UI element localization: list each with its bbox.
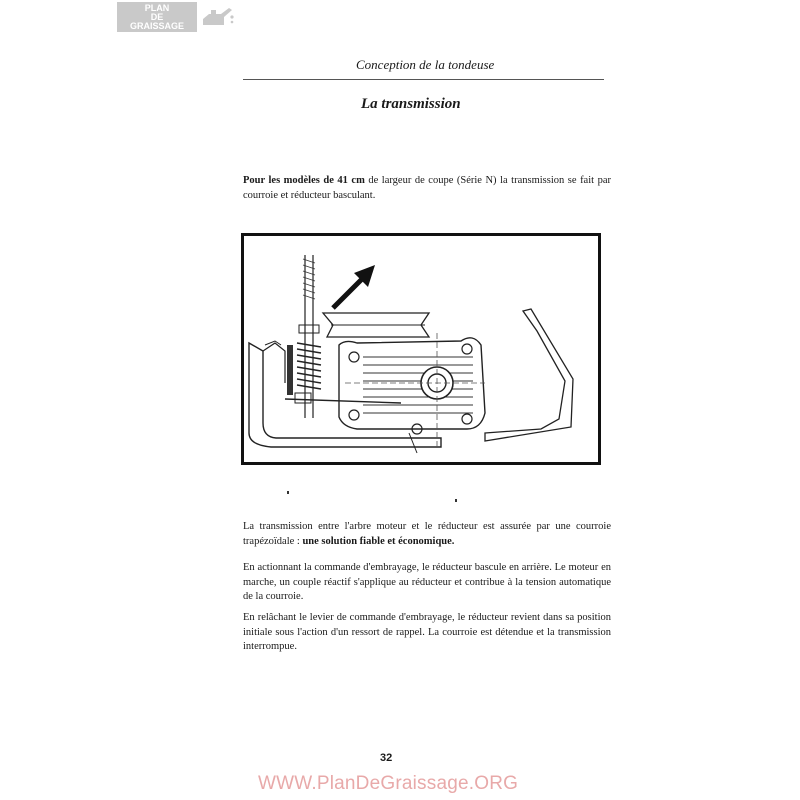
page-number: 32 bbox=[380, 752, 393, 764]
logo-box bbox=[117, 2, 197, 32]
paragraph-belt-bold: une solution fiable et économique. bbox=[302, 535, 455, 547]
oil-can-icon bbox=[199, 5, 235, 31]
header-rule bbox=[243, 79, 604, 80]
intro-text: de largeur de coupe (Série N) la transmission se fait par courroie et réducteur basculant. bbox=[243, 175, 611, 201]
paragraph-belt bbox=[243, 520, 611, 549]
scan-mark bbox=[455, 499, 457, 502]
footer-url[interactable]: WWW.PlanDeGraissage.ORG bbox=[258, 773, 519, 794]
logo-text-line1: PLAN bbox=[144, 3, 170, 13]
scan-mark bbox=[287, 491, 289, 494]
section-header: Conception de la tondeuse bbox=[356, 57, 495, 72]
transmission-diagram bbox=[241, 233, 601, 465]
paragraph-clutch-release: En relâchant le levier de commande d'embrayage, le réducteur revient dans sa position initiale sous l'action d'un ressort de rappel. La courroie est détendue et la transmission interrompue. bbox=[243, 612, 611, 652]
intro-bold: Pour les modèles de 41 cm bbox=[243, 175, 365, 186]
paragraph-belt-text: La transmission entre l'arbre moteur et le réducteur est assurée par une courroie trapézoïdale : bbox=[243, 521, 611, 547]
site-logo bbox=[117, 2, 237, 32]
page-title: La transmission bbox=[361, 96, 461, 112]
intro-paragraph bbox=[243, 174, 611, 203]
paragraph-clutch-engage: En actionnant la commande d'embrayage, le réducteur bascule en arrière. Le moteur en marche, un couple réactif s'applique au réducteur et contribue à la tension automatique de la courroie. bbox=[243, 562, 611, 602]
logo-text-line2: DE bbox=[150, 12, 164, 22]
logo-text-line3: GRAISSAGE bbox=[129, 21, 184, 31]
